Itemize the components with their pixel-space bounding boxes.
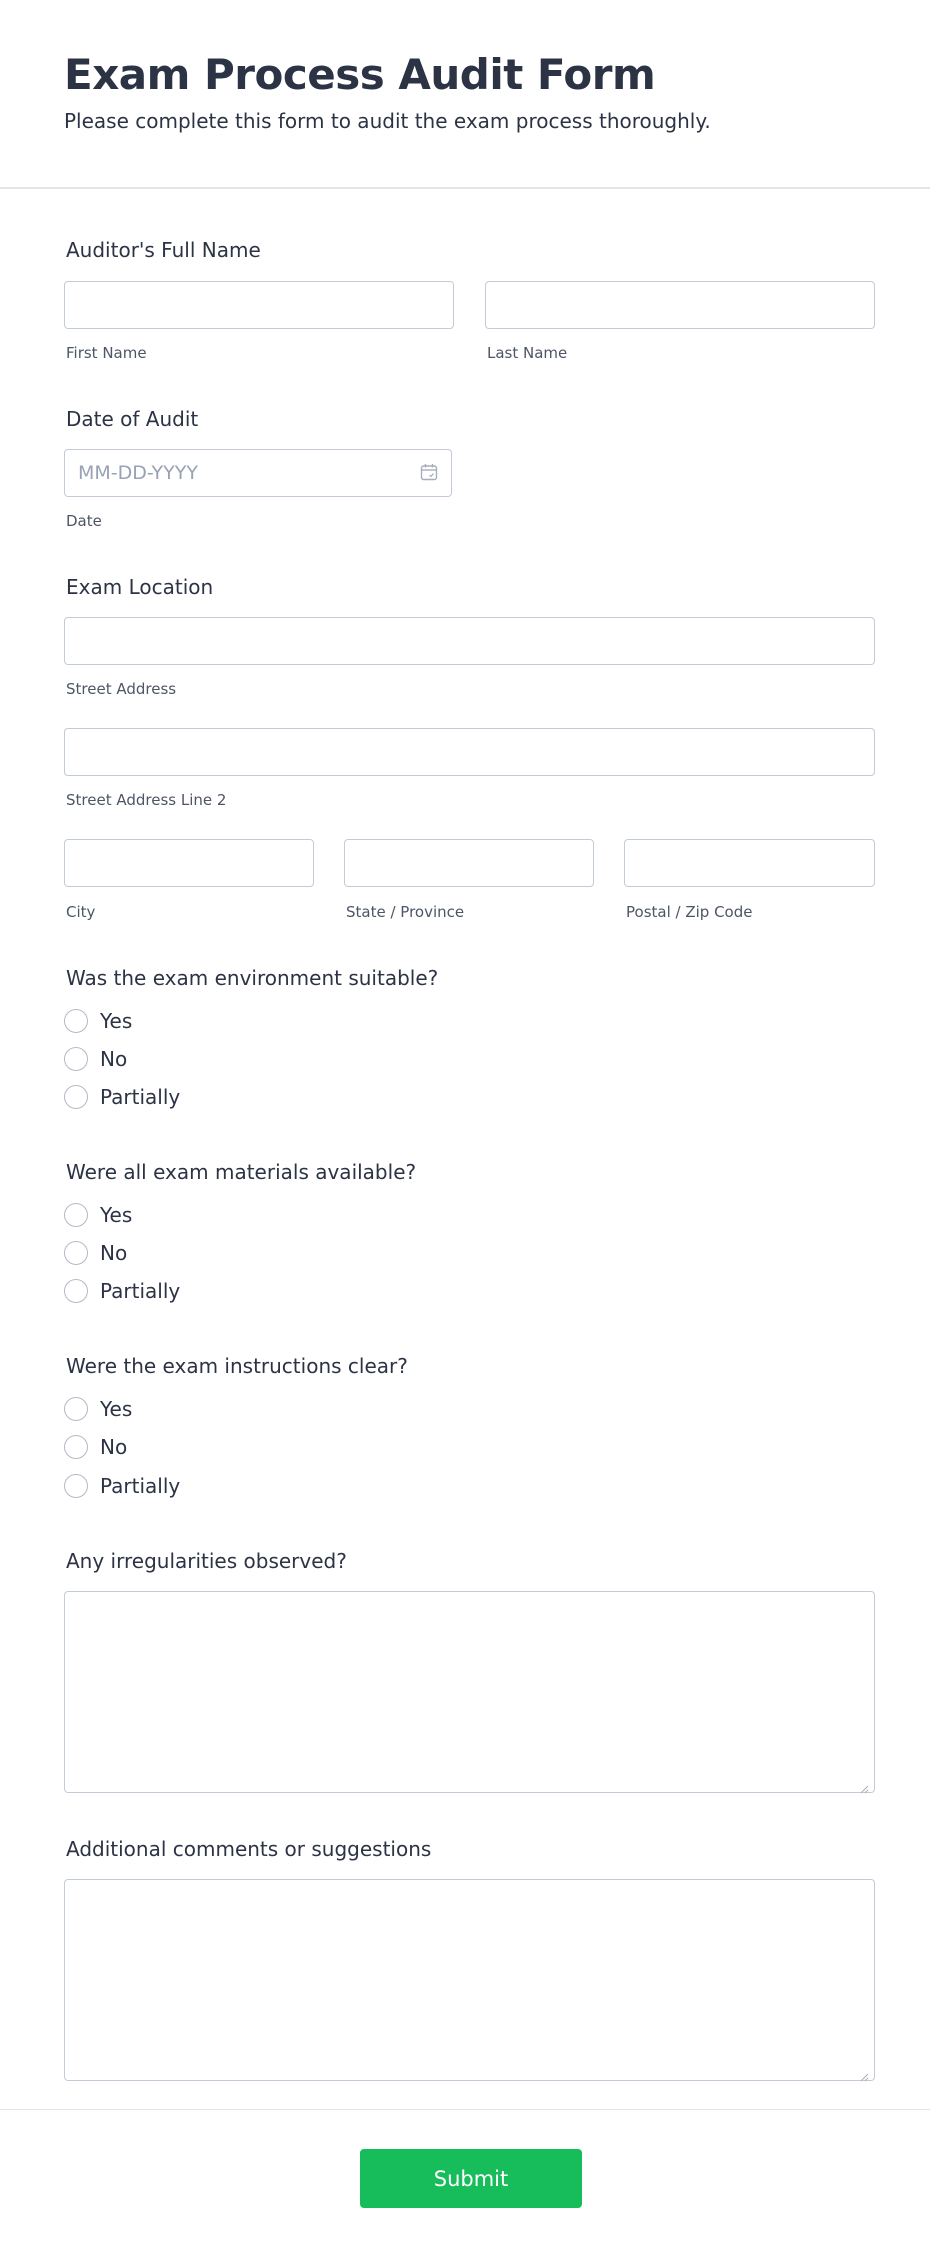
radio-label: Partially bbox=[100, 1085, 181, 1109]
materials-option-yes[interactable] bbox=[64, 1201, 132, 1229]
radio-label: Yes bbox=[100, 1009, 133, 1033]
radio-button[interactable] bbox=[64, 1085, 88, 1109]
radio-label: Yes bbox=[100, 1397, 133, 1421]
radio-button[interactable] bbox=[64, 1435, 88, 1459]
environment-option-yes[interactable] bbox=[64, 1007, 132, 1035]
radio-button[interactable] bbox=[64, 1279, 88, 1303]
date-sublabel: Date bbox=[66, 512, 102, 530]
state-sublabel: State / Province bbox=[346, 903, 465, 921]
city-sublabel: City bbox=[66, 903, 96, 921]
environment-question-label: Was the exam environment suitable? bbox=[66, 966, 439, 990]
street-address-input[interactable] bbox=[64, 617, 875, 665]
comments-textarea[interactable] bbox=[64, 1879, 875, 2081]
audit-date-input[interactable] bbox=[64, 449, 452, 497]
radio-label: No bbox=[100, 1435, 128, 1459]
radio-label: Partially bbox=[100, 1474, 181, 1498]
form-subtitle: Please complete this form to audit the exam process thoroughly. bbox=[64, 109, 711, 133]
radio-label: Yes bbox=[100, 1203, 133, 1227]
audit-date-label: Date of Audit bbox=[66, 407, 199, 431]
auditor-name-label: Auditor's Full Name bbox=[66, 238, 261, 262]
environment-option-partially[interactable] bbox=[64, 1083, 180, 1111]
radio-label: No bbox=[100, 1047, 128, 1071]
radio-button[interactable] bbox=[64, 1203, 88, 1227]
comments-label: Additional comments or suggestions bbox=[66, 1837, 432, 1861]
radio-button[interactable] bbox=[64, 1474, 88, 1498]
postal-code-input[interactable] bbox=[624, 839, 875, 887]
form-header bbox=[0, 0, 930, 189]
instructions-option-no[interactable] bbox=[64, 1433, 127, 1461]
radio-label: No bbox=[100, 1241, 128, 1265]
radio-label: Partially bbox=[100, 1279, 181, 1303]
resize-handle-icon[interactable] bbox=[860, 2067, 869, 2076]
environment-option-no[interactable] bbox=[64, 1045, 127, 1073]
submit-button[interactable]: Submit bbox=[360, 2149, 582, 2208]
instructions-question-label: Were the exam instructions clear? bbox=[66, 1354, 408, 1378]
postal-code-sublabel: Postal / Zip Code bbox=[626, 903, 753, 921]
last-name-input[interactable] bbox=[485, 281, 875, 329]
street-address-line2-input[interactable] bbox=[64, 728, 875, 776]
materials-question-label: Were all exam materials available? bbox=[66, 1160, 417, 1184]
date-placeholder: MM-DD-YYYY bbox=[78, 462, 198, 484]
resize-handle-icon[interactable] bbox=[860, 1779, 869, 1788]
form-title: Exam Process Audit Form bbox=[64, 50, 656, 99]
footer-divider bbox=[0, 2109, 930, 2110]
radio-button[interactable] bbox=[64, 1009, 88, 1033]
materials-option-partially[interactable] bbox=[64, 1277, 180, 1305]
materials-option-no[interactable] bbox=[64, 1239, 127, 1267]
city-input[interactable] bbox=[64, 839, 314, 887]
first-name-input[interactable] bbox=[64, 281, 454, 329]
radio-button[interactable] bbox=[64, 1241, 88, 1265]
instructions-option-partially[interactable] bbox=[64, 1472, 180, 1500]
instructions-option-yes[interactable] bbox=[64, 1395, 132, 1423]
first-name-sublabel: First Name bbox=[66, 344, 147, 362]
radio-button[interactable] bbox=[64, 1047, 88, 1071]
street-address-sublabel: Street Address bbox=[66, 680, 177, 698]
calendar-icon[interactable] bbox=[420, 463, 438, 481]
state-input[interactable] bbox=[344, 839, 594, 887]
irregularities-label: Any irregularities observed? bbox=[66, 1549, 347, 1573]
radio-button[interactable] bbox=[64, 1397, 88, 1421]
irregularities-textarea[interactable] bbox=[64, 1591, 875, 1793]
last-name-sublabel: Last Name bbox=[487, 344, 568, 362]
exam-location-label: Exam Location bbox=[66, 575, 214, 599]
street-address-line2-sublabel: Street Address Line 2 bbox=[66, 791, 227, 809]
